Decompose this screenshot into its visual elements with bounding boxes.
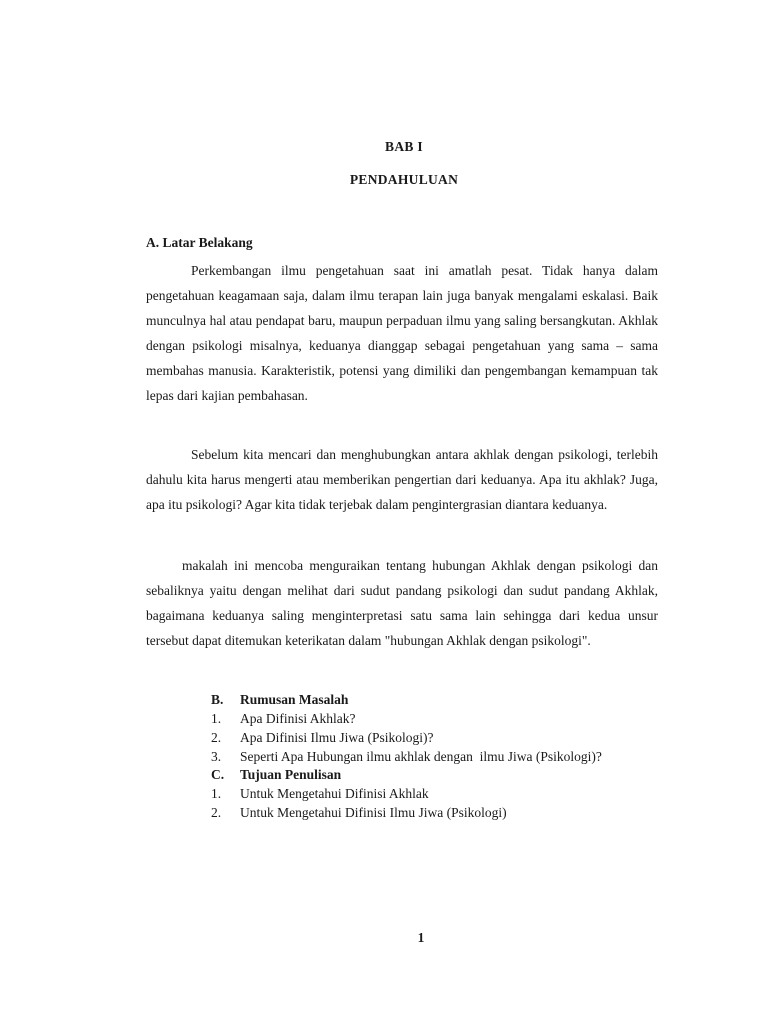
section-b [211,690,602,766]
paragraph-2: Sebelum kita mencari dan menghubungkan antara akhlak dengan psikologi, terlebih dahulu kita harus mengerti atau memberikan pengertian dari keduanya. Apa itu akhlak? Juga, apa itu psikologi? Agar kita tidak terjebak dalam pengintergrasian diantara keduanya. [146,447,658,512]
section-b-title: Rumusan Masalah [240,692,349,707]
paragraph-3: makalah ini mencoba menguraikan tentang hubungan Akhlak dengan psikologi dan sebaliknya yaitu dengan melihat dari sudut pandang psikologi dan sudut pandang Akhlak, bagaimana keduanya saling menginterpretasi satu sama lain sehingga dari kedua unsur tersebut dapat ditemukan keterikatan dalam "hubungan Akhlak dengan psikologi". [146,558,658,648]
list-item-number: 1. [211,711,222,726]
chapter-number: BAB I [385,139,423,154]
section-c-letter: C. [211,767,225,782]
list-item-number: 1. [211,786,222,801]
list-item [211,709,602,728]
list-item [211,728,602,747]
list-item [211,784,507,803]
section-b-heading [211,690,602,709]
list-item-number: 2. [211,805,222,820]
list-item-number: 2. [211,730,222,745]
section-c-title: Tujuan Penulisan [240,767,342,782]
list-item-text: Apa Difinisi Akhlak? [240,711,356,726]
list-item-number: 3. [211,749,222,764]
paragraph-1: Perkembangan ilmu pengetahuan saat ini amatlah pesat. Tidak hanya dalam pengetahuan keagamaan saja, dalam ilmu terapan lain juga banyak mengalami eskalasi. Baik munculnya hal atau pendapat baru, maupun perpaduan ilmu yang saling bersangkutan. Akhlak dengan psikologi misalnya, keduanya dianggap sebagai pengetahuan yang sama – sama membahas manusia. Karakteristik, potensi yang dimiliki dan pengembangan kemampuan tak lepas dari kajian pembahasan. [146,263,658,403]
list-item [211,803,507,822]
list-item-text: Untuk Mengetahui Difinisi Ilmu Jiwa (Psikologi) [240,805,507,820]
list-item-text: Untuk Mengetahui Difinisi Akhlak [240,786,429,801]
page-number: 1 [417,930,425,945]
section-c [211,765,507,822]
list-item-text: Seperti Apa Hubungan ilmu akhlak dengan ilmu Jiwa (Psikologi)? [240,749,602,764]
section-a-heading: A. Latar Belakang [146,235,253,250]
chapter-title: PENDAHULUAN [349,172,459,187]
section-c-heading [211,765,507,784]
section-b-letter: B. [211,692,224,707]
list-item-text: Apa Difinisi Ilmu Jiwa (Psikologi)? [240,730,434,745]
list-item [211,747,602,766]
